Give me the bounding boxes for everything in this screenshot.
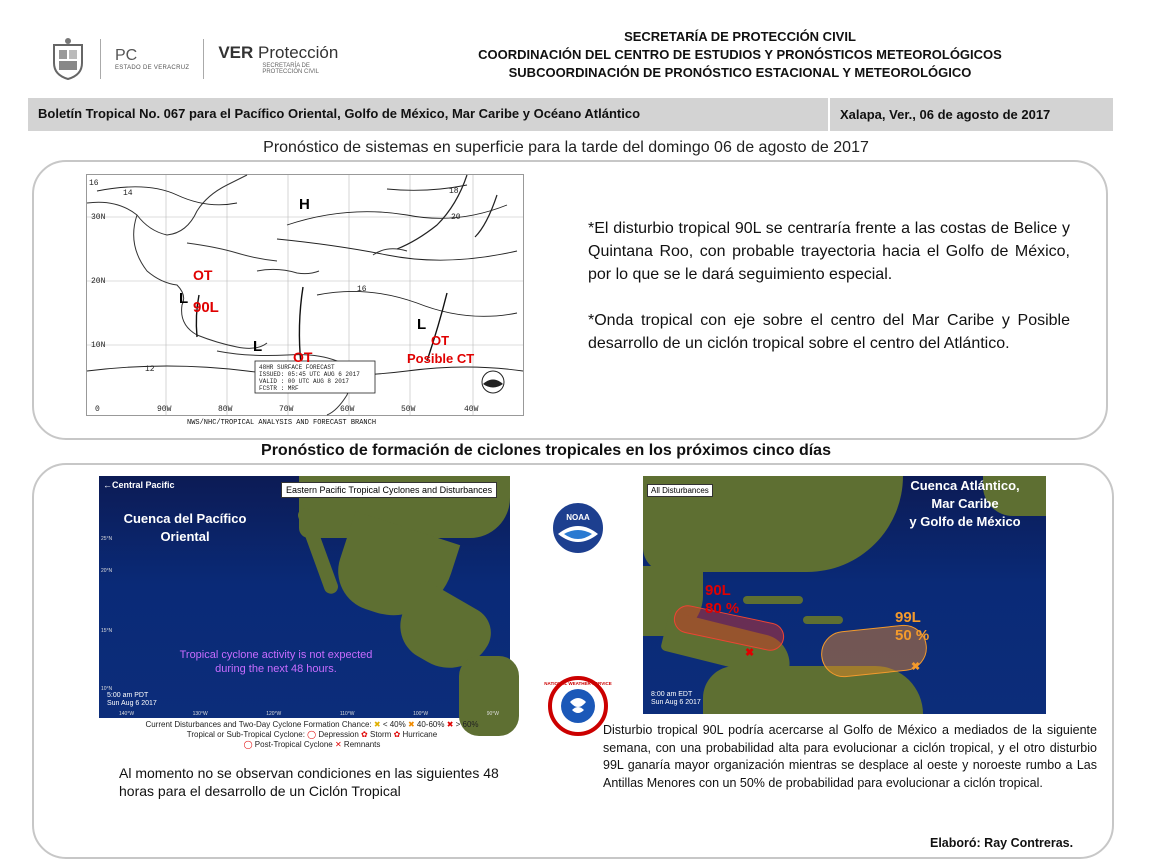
hurricane-icon: ✿ (393, 730, 401, 739)
cyclone-section-title: Pronóstico de formación de ciclones tropicales en los próximos cinco días (261, 442, 831, 459)
storm-icon: ✿ (361, 730, 368, 739)
author-credit: Elaboró: Ray Contreras. (930, 836, 1074, 850)
logo-divider (100, 39, 101, 79)
lon-label: 120°W (266, 711, 282, 717)
lon-label-80w: 80W (218, 405, 233, 414)
pacific-outlook-map (99, 476, 510, 718)
legend-depression: Depression (318, 730, 359, 739)
pacific-timestamp (107, 692, 157, 708)
low-chance-icon: ✖ (373, 720, 381, 729)
isobar-label: 18 (449, 187, 459, 196)
ot-label: OT (193, 267, 213, 283)
surface-section-title: Pronóstico de sistemas en superficie para la tarde del domingo 06 de agosto de 2017 (263, 139, 869, 156)
90l-name: 90L (705, 582, 731, 599)
atlantic-timestamp (651, 691, 701, 707)
noaa-logo-icon (550, 500, 606, 556)
atlantic-outlook-map (643, 476, 1046, 714)
veracruz-coat-of-arms-icon (50, 37, 86, 81)
header-line-3: SUBCOORDINACIÓN DE PRONÓSTICO ESTACIONAL Y METEOROLÓGICO (508, 65, 972, 80)
lat-label: 20°N (101, 568, 113, 574)
bulletin-place-date: Xalapa, Ver., 06 de agosto de 2017 (828, 98, 1050, 131)
bulletin-title: Boletín Tropical No. 067 para el Pacífico Oriental, Golfo de México, Mar Caribe y Océano Atlántico (38, 106, 641, 121)
legend-row-3 (112, 740, 512, 750)
lon-label-60w: 60W (340, 405, 355, 414)
posible-ct-label: Posible CT (407, 351, 475, 366)
nws-logo (544, 676, 612, 736)
99l-label (895, 609, 929, 645)
high-chance-icon: ✖ (446, 720, 454, 729)
central-pacific-link[interactable]: ←Central Pacific (103, 480, 175, 490)
lon-labels (119, 711, 499, 717)
99l-marker-icon: ✖ (911, 661, 921, 673)
ot-label: OT (431, 333, 450, 348)
nws-text: NATIONAL WEATHER SERVICE (544, 681, 612, 686)
pc-logo: PC ESTADO DE VERACRUZ (115, 47, 190, 71)
basin-line: Cuenca Atlántico, (910, 478, 1020, 493)
legend-hurricane: Hurricane (402, 730, 438, 739)
basin-line: Mar Caribe (931, 496, 999, 511)
lat-label: 25°N (101, 536, 113, 542)
forecast-line: VALID : 00 UTC AUG 8 2017 (259, 378, 350, 385)
pacific-time: 5:00 am PDT (107, 692, 149, 699)
forecast-line: ISSUED: 05:45 UTC AUG 6 2017 (259, 371, 360, 378)
99l-percent: 50 % (895, 627, 930, 644)
pacific-activity-note: Tropical cyclone activity is not expected during the next 48 hours. (179, 649, 373, 675)
noaa-text: NOAA (566, 513, 590, 522)
mid-chance-icon: ✖ (407, 720, 415, 729)
depression-icon: ◯ (307, 730, 317, 739)
legend-row-1 (112, 720, 512, 730)
lon-label-90w: 90W (157, 405, 172, 414)
legend-storm: Storm (369, 730, 392, 739)
low-pressure-label: L (179, 290, 189, 307)
legend-row-2 (112, 730, 512, 740)
forecast-line: FCSTR : MRF (259, 385, 299, 392)
post-tropical-icon: ◯ (243, 740, 253, 749)
lon-label: 90°W (486, 711, 499, 717)
forecast-line: 48HR SURFACE FORECAST (259, 364, 335, 371)
bullet-tropical-wave: *Onda tropical con eje sobre el centro del Mar Caribe y Posible desarrollo de un ciclón tropical sobre el centro del Atlántico. (588, 312, 1070, 352)
90l-label (705, 582, 739, 618)
legend-post: Post-Tropical Cyclone (254, 740, 333, 749)
pacific-legend (112, 720, 512, 750)
isobar-label: 16 (89, 179, 99, 188)
noaa-logo (550, 500, 606, 556)
landmass (743, 596, 803, 604)
legend-remnants: Remnants (343, 740, 381, 749)
lon-label: 110°W (339, 711, 355, 717)
legend-mid: 40-60% (416, 720, 445, 729)
header-logos (50, 36, 338, 82)
isobar-label: 14 (123, 189, 133, 198)
landmass (803, 616, 843, 624)
isobar-label: 16 (357, 285, 367, 294)
lat-label-20n: 20N (91, 277, 106, 286)
lon-label-70w: 70W (279, 405, 294, 414)
surface-map-drawing (87, 175, 523, 415)
zero-label: 0 (95, 405, 100, 414)
isobar-label: 12 (145, 365, 155, 374)
pacific-date: Sun Aug 6 2017 (107, 700, 157, 707)
legend-heading: Tropical or Sub-Tropical Cyclone: (186, 730, 305, 739)
landmass (703, 666, 923, 714)
pacific-paragraph: Al momento no se observan condiciones en las siguientes 48 horas para el desarrollo de un Ciclón Tropical (119, 765, 499, 799)
header-titles (380, 28, 1100, 82)
nws-logo-icon (544, 676, 612, 736)
legend-high: > 60% (455, 720, 479, 729)
bullet-90l: *El disturbio tropical 90L se centraría frente a las costas de Belice y Quintana Roo, con probable trayectoria hacia el Golfo de México, por lo que se le dará seguimiento especial. (588, 220, 1070, 283)
pacific-basin-label: Cuenca del Pacífico Oriental (123, 511, 247, 544)
pacific-map-title: Eastern Pacific Tropical Cyclones and Disturbances (281, 482, 497, 498)
noaa-small-logo-icon (482, 371, 504, 393)
lat-label: 15°N (101, 628, 113, 634)
ver-proteccion-logo: VER Protección SECRETARÍA DE PROTECCIÓN CIVIL (218, 43, 339, 75)
lat-label: 10°N (101, 686, 113, 692)
atlantic-time: 8:00 am EDT (651, 691, 693, 698)
lon-label: 130°W (192, 711, 208, 717)
lon-label: 100°W (413, 711, 429, 717)
logo-divider (203, 39, 204, 79)
header-line-1: SECRETARÍA DE PROTECCIÓN CIVIL (624, 29, 856, 44)
99l-name: 99L (895, 609, 921, 626)
low-pressure-label: L (253, 338, 263, 355)
atlantic-basin-label (895, 477, 1035, 531)
remnants-icon: ✕ (334, 740, 342, 749)
atlantic-paragraph: Disturbio tropical 90L podría acercarse al Golfo de México a mediados de la siguiente semana, con una probabilidad alta para evolucionar a ciclón tropical, y el otro disturbio 99L ganaría mayor organización mientras se desplace al oeste y noroeste rumbo a Las Antillas Menores con un 50% de probabilidad para evolucionar a ciclón tropical. (603, 723, 1097, 790)
90l-label: 90L (193, 299, 219, 316)
header-line-2: COORDINACIÓN DEL CENTRO DE ESTUDIOS Y PRONÓSTICOS METEOROLÓGICOS (478, 47, 1002, 62)
90l-marker-icon: ✖ (745, 647, 755, 659)
lat-label-30n: 30N (91, 213, 106, 222)
surface-map-caption: NWS/NHC/TROPICAL ANALYSIS AND FORECAST BRANCH (187, 419, 377, 427)
lon-label-40w: 40W (464, 405, 479, 414)
lon-label: 140°W (119, 711, 135, 717)
lat-label-10n: 10N (91, 341, 106, 350)
ot-label: OT (293, 349, 313, 365)
legend-low: < 40% (382, 720, 406, 729)
bulletin-bar (28, 98, 1113, 131)
basin-line: y Golfo de México (909, 514, 1021, 529)
legend-heading: Current Disturbances and Two-Day Cyclone Formation Chance: (145, 720, 372, 729)
atlantic-date: Sun Aug 6 2017 (651, 699, 701, 706)
surface-forecast-text (588, 217, 1070, 378)
isobar-label: 20 (451, 213, 461, 222)
all-disturbances-link[interactable]: All Disturbances (647, 484, 713, 497)
low-pressure-label: L (417, 316, 427, 333)
90l-percent: 80 % (705, 600, 740, 617)
surface-forecast-map (86, 174, 524, 427)
lon-label-50w: 50W (401, 405, 416, 414)
high-pressure-label: H (299, 196, 310, 213)
